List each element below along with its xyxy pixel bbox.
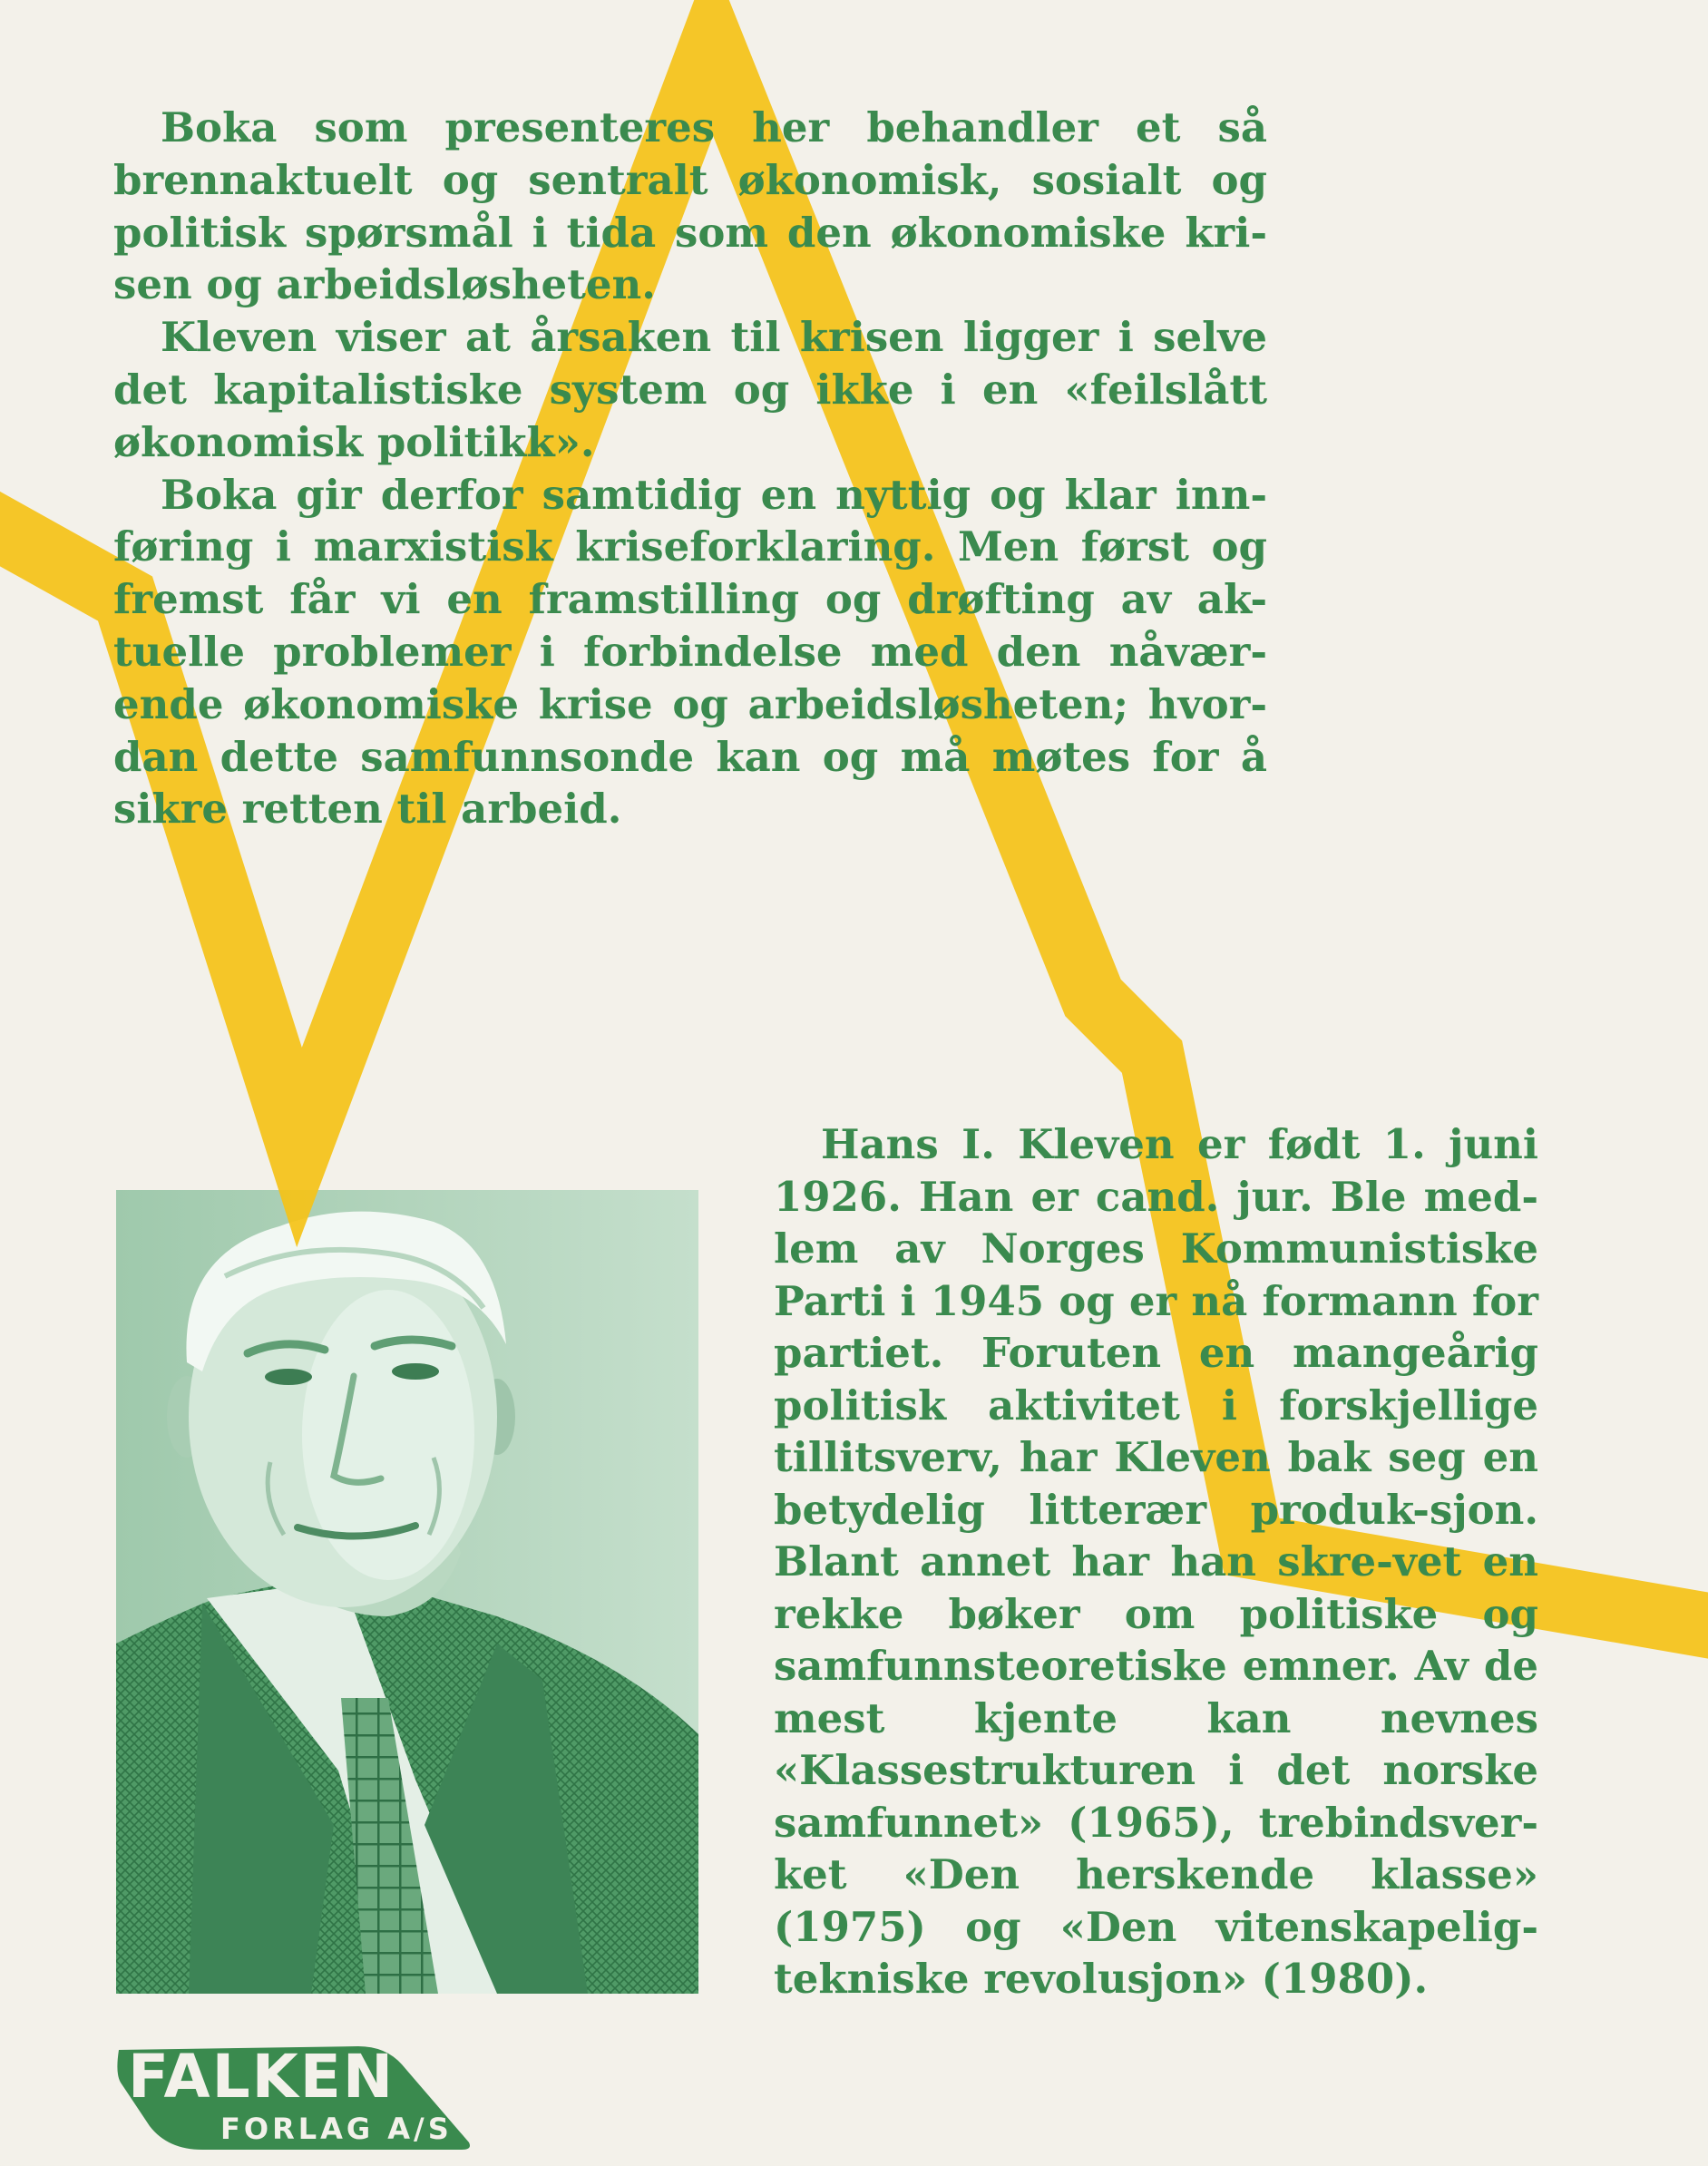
intro-paragraph: Boka gir derfor samtidig en nyttig og klar inn-føring i marxistisk kriseforklaring. Men først og fremst får vi en framstilling og drøfting av ak-tuelle problemer i forbindelse med den nåvær-ende økonomiske krise og arbeidsløsheten; hvor-dan dette samfunnsonde kan og må møtes for å sikre retten til arbeid. xyxy=(113,470,1267,834)
intro-text-block xyxy=(113,102,1267,835)
intro-paragraph: Boka som presenteres her behandler et så brennaktuelt og sentralt økonomisk, sosialt og politisk spørsmål i tida som den økonomiske kri-sen og arbeidsløsheten. xyxy=(113,103,1267,309)
publisher-logo xyxy=(113,2043,476,2153)
bio-paragraph: Hans I. Kleven er født 1. juni 1926. Han er cand. jur. Ble med-lem av Norges Kommunistiske Parti i 1945 og er nå formann for partiet. Foruten en mangeårig politisk aktivitet i forskjellige tillitsverv, har Kleven bak seg en betydelig litterær produk-sjon. Blant annet har han skre-vet en rekke bøker om politiske og samfunnsteoretiske emner. Av de mest kjente kan nevnes «Klassestrukturen i det norske samfunnet» (1965), trebindsver-ket «Den herskende klasse» (1975) og «Den vitenskapelig-tekniske revolusjon» (1980). xyxy=(774,1120,1538,2003)
logo-subtitle: FORLAG A/S xyxy=(220,2112,453,2146)
author-bio-text xyxy=(774,1118,1538,2005)
intro-paragraph: Kleven viser at årsaken til krisen ligger i selve det kapitalistiske system og ikke i en «feilslått økonomisk politikk». xyxy=(113,313,1267,466)
logo-name: FALKEN xyxy=(128,2043,395,2112)
